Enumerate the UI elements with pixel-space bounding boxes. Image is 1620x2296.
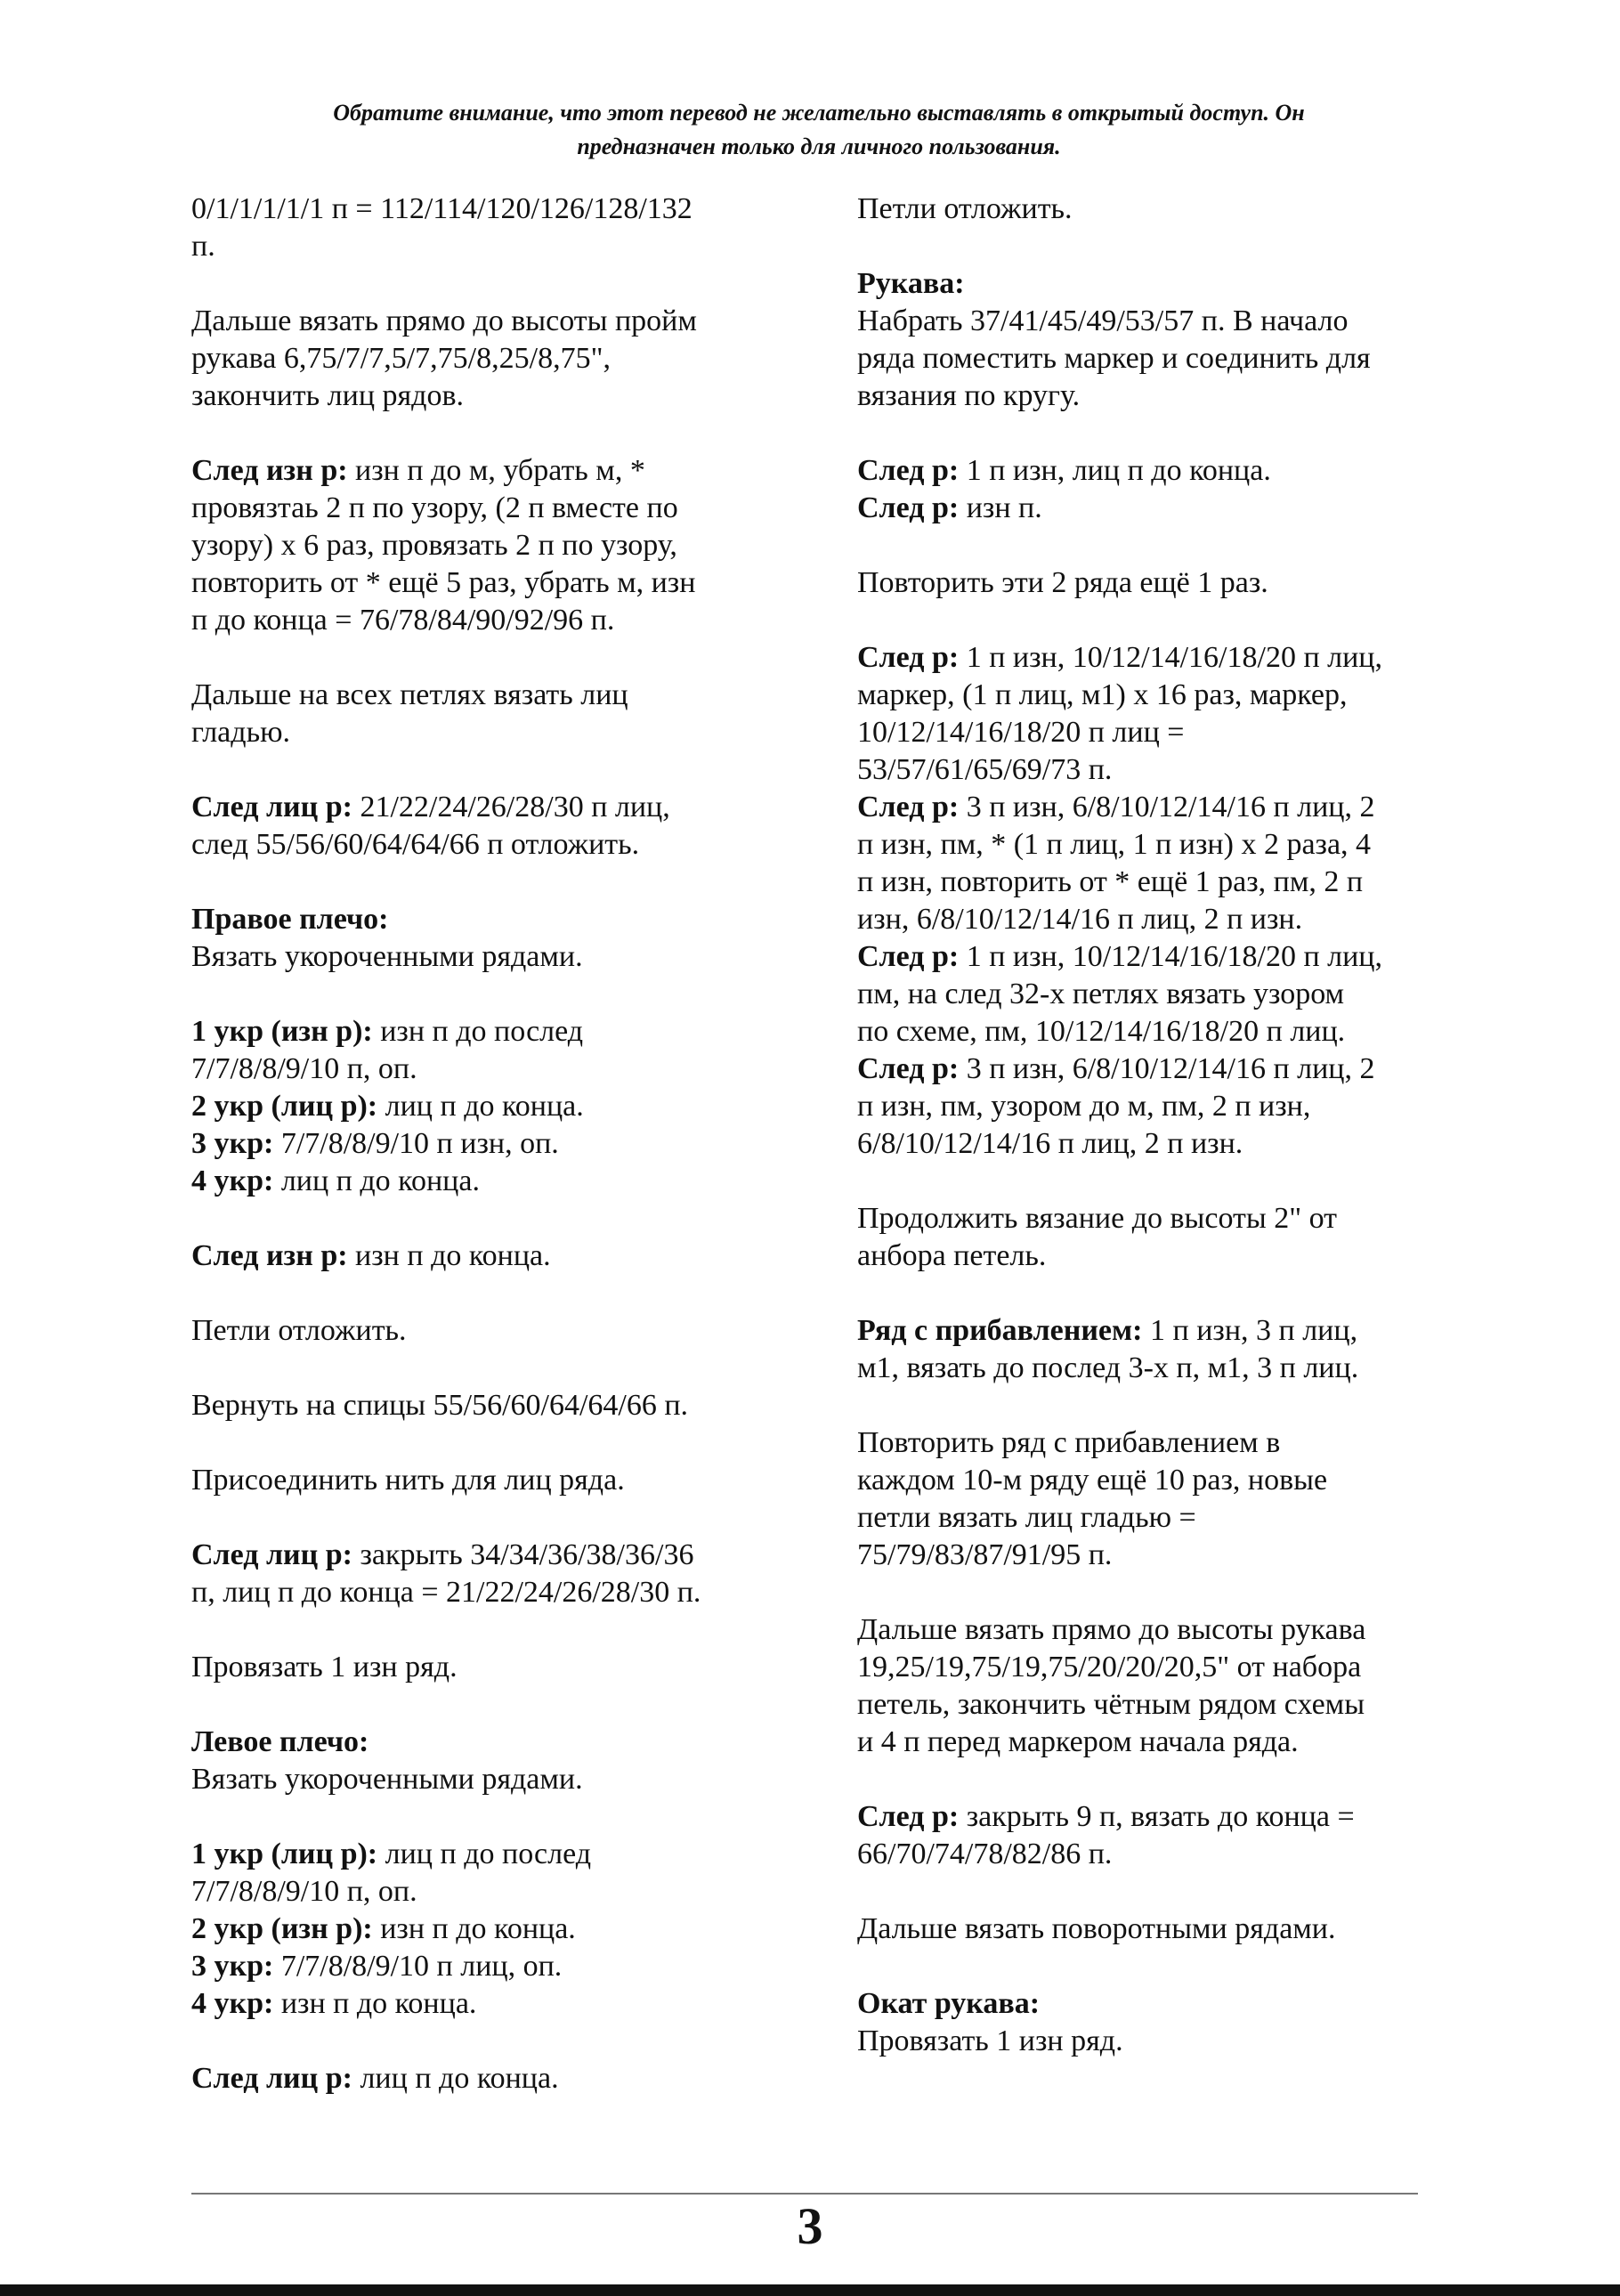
row-text: 7/7/8/8/9/10 п изн, оп.	[273, 1127, 559, 1160]
row-text: 1 п изн, лиц п до конца.	[959, 454, 1271, 487]
row-label: След р:	[857, 1800, 960, 1833]
text-line: Провязать 1 изн ряд.	[857, 2024, 1123, 2057]
text-line	[191, 1163, 761, 1200]
text-line: 7/7/8/8/9/10 п, оп.	[191, 1875, 417, 1908]
text-line	[191, 1836, 761, 1873]
paragraph	[857, 639, 1445, 1163]
text-line: п изн, пм, * (1 п лиц, 1 п изн) х 2 раза, 4	[857, 828, 1372, 861]
paragraph	[857, 191, 1445, 228]
paragraph	[857, 1200, 1445, 1275]
text-line: повторить от * ещё 5 раз, убрать м, изн	[191, 566, 696, 599]
row-text: 3 п изн, 6/8/10/12/14/16 п лиц, 2	[959, 791, 1375, 823]
text-line	[857, 639, 1445, 677]
text-line: анбора петель.	[857, 1239, 1047, 1272]
paragraph	[191, 2060, 761, 2097]
row-text: изн п до конца.	[372, 1912, 576, 1945]
text-line: пм, на след 32-х петлях вязать узором	[857, 978, 1345, 1010]
text-line: маркер, (1 п лиц, м1) х 16 раз, маркер,	[857, 678, 1348, 711]
row-text: изн п до конца.	[273, 1987, 477, 2020]
text-line	[857, 1798, 1445, 1836]
text-line: м1, вязать до послед 3-х п, м1, 3 п лиц.	[857, 1351, 1359, 1384]
text-line	[191, 452, 761, 490]
text-line: петель, закончить чётным рядом схемы	[857, 1688, 1365, 1721]
row-label: 1 укр (изн р):	[191, 1015, 373, 1048]
paragraph	[857, 1911, 1445, 1948]
footer-divider	[191, 2193, 1418, 2195]
text-line: п изн, пм, узором до м, пм, 2 п изн,	[857, 1090, 1311, 1123]
paragraph	[191, 1836, 761, 2023]
text-line: Дальше вязать поворотными рядами.	[857, 1912, 1336, 1945]
text-line: 75/79/83/87/91/95 п.	[857, 1538, 1113, 1571]
row-text: закрыть 9 п, вязать до конца =	[959, 1800, 1355, 1833]
row-text: закрыть 34/34/36/38/36/36	[352, 1538, 694, 1571]
text-line: Петли отложить.	[857, 192, 1073, 225]
text-line: Повторить ряд с прибавлением в	[857, 1426, 1281, 1459]
paragraph	[191, 1013, 761, 1200]
row-text: изн п.	[959, 491, 1042, 524]
header-line-2: предназначен только для личного пользования.	[577, 134, 1061, 159]
text-line	[191, 1948, 761, 1985]
paragraph	[191, 1724, 761, 1798]
row-text: 7/7/8/8/9/10 п лиц, оп.	[273, 1950, 563, 1983]
row-label: 4 укр:	[191, 1164, 274, 1197]
row-label: След р:	[857, 491, 960, 524]
text-line: Вернуть на спицы 55/56/60/64/64/66 п.	[191, 1389, 689, 1422]
row-text: лиц п до конца.	[377, 1090, 584, 1123]
row-label: След р:	[857, 1052, 960, 1085]
paragraph	[191, 303, 761, 415]
text-line: 7/7/8/8/9/10 п, оп.	[191, 1052, 417, 1085]
row-label: 3 укр:	[191, 1127, 274, 1160]
row-text: 1 п изн, 10/12/14/16/18/20 п лиц,	[959, 641, 1383, 674]
row-label: 4 укр:	[191, 1987, 274, 2020]
text-line: каждом 10-м ряду ещё 10 раз, новые	[857, 1464, 1328, 1497]
row-text: лиц п до конца.	[273, 1164, 480, 1197]
paragraph	[857, 1611, 1445, 1761]
row-label: 3 укр:	[191, 1950, 274, 1983]
text-line: Присоединить нить для лиц ряда.	[191, 1464, 625, 1497]
text-line: 6/8/10/12/14/16 п лиц, 2 п изн.	[857, 1127, 1243, 1160]
section-heading-left-shoulder: Левое плечо:	[191, 1725, 369, 1758]
text-line: Дальше на всех петлях вязать лиц	[191, 678, 628, 711]
row-label: След лиц р:	[191, 2062, 352, 2095]
text-line: изн, 6/8/10/12/14/16 п лиц, 2 п изн.	[857, 903, 1303, 936]
text-line: Петли отложить.	[191, 1314, 407, 1347]
text-line	[857, 938, 1445, 976]
paragraph	[191, 1312, 761, 1350]
text-line: 19,25/19,75/19,75/20/20/20,5" от набора	[857, 1651, 1362, 1683]
section-heading-right-shoulder: Правое плечо:	[191, 903, 389, 936]
paragraph	[191, 789, 761, 864]
row-label: След лиц р:	[191, 791, 352, 823]
row-text: 1 п изн, 10/12/14/16/18/20 п лиц,	[959, 940, 1383, 973]
text-line: 53/57/61/65/69/73 п.	[857, 753, 1113, 786]
text-line: и 4 п перед маркером начала ряда.	[857, 1725, 1299, 1758]
paragraph	[857, 265, 1445, 415]
text-line: гладью.	[191, 716, 290, 749]
text-line: п, лиц п до конца = 21/22/24/26/28/30 п.	[191, 1576, 701, 1609]
text-line: 66/70/74/78/82/86 п.	[857, 1838, 1113, 1870]
text-line	[191, 789, 761, 826]
row-label: След р:	[857, 940, 960, 973]
row-label: След изн р:	[191, 454, 348, 487]
row-label: Ряд с прибавлением:	[857, 1314, 1143, 1347]
paragraph	[857, 1798, 1445, 1873]
text-line: вязания по кругу.	[857, 379, 1081, 412]
text-line: Вязать укороченными рядами.	[191, 1763, 583, 1796]
left-column	[191, 191, 761, 2097]
paragraph	[191, 901, 761, 976]
paragraph	[191, 1387, 761, 1424]
row-text: 21/22/24/26/28/30 п лиц,	[352, 791, 670, 823]
paragraph	[857, 1424, 1445, 1574]
paragraph	[191, 1462, 761, 1499]
paragraph	[191, 1237, 761, 1275]
row-label: След р:	[857, 641, 960, 674]
text-line: след 55/56/60/64/64/66 п отложить.	[191, 828, 640, 861]
text-line	[857, 789, 1445, 826]
row-label: 1 укр (лиц р):	[191, 1838, 378, 1870]
text-line	[191, 1985, 761, 2023]
row-text: изн п до м, убрать м, *	[347, 454, 645, 487]
paragraph	[191, 1649, 761, 1686]
page-header-notice	[160, 96, 1478, 164]
text-line: провязтаь 2 п по узору, (2 п вместе по	[191, 491, 678, 524]
text-line: п.	[191, 230, 215, 263]
text-line: Вязать укороченными рядами.	[191, 940, 583, 973]
text-line: 0/1/1/1/1/1 п = 112/114/120/126/128/132	[191, 192, 693, 225]
section-heading-sleeves: Рукава:	[857, 267, 965, 300]
text-line: п до конца = 76/78/84/90/92/96 п.	[191, 604, 615, 637]
right-column	[857, 191, 1445, 2060]
text-line	[191, 1237, 761, 1275]
row-text: 3 п изн, 6/8/10/12/14/16 п лиц, 2	[959, 1052, 1375, 1085]
row-text: лиц п до послед	[377, 1838, 592, 1870]
text-line	[191, 1537, 761, 1574]
row-label: След изн р:	[191, 1239, 348, 1272]
row-label: След р:	[857, 454, 960, 487]
row-label: След р:	[857, 791, 960, 823]
text-line: Повторить эти 2 ряда ещё 1 раз.	[857, 566, 1268, 599]
text-line	[857, 452, 1445, 490]
text-line: Продолжить вязание до высоты 2" от	[857, 1202, 1338, 1235]
section-heading-sleeve-cap: Окат рукава:	[857, 1987, 1041, 2020]
row-text: изн п до конца.	[347, 1239, 551, 1272]
text-line: п изн, повторить от * ещё 1 раз, пм, 2 п	[857, 865, 1364, 898]
text-line: Дальше вязать прямо до высоты рукава	[857, 1613, 1366, 1646]
paragraph	[857, 1985, 1445, 2060]
text-line: 10/12/14/16/18/20 п лиц =	[857, 716, 1185, 749]
paragraph	[857, 452, 1445, 527]
row-text: 1 п изн, 3 п лиц,	[1142, 1314, 1358, 1347]
text-line: узору) х 6 раз, провязать 2 п по узору,	[191, 529, 677, 562]
text-line	[857, 490, 1445, 527]
row-label: 2 укр (изн р):	[191, 1912, 373, 1945]
row-label: 2 укр (лиц р):	[191, 1090, 378, 1123]
row-label: След лиц р:	[191, 1538, 352, 1571]
row-text: изн п до послед	[372, 1015, 584, 1048]
page-bottom-edge	[0, 2284, 1620, 2296]
text-line: петли вязать лиц гладью =	[857, 1501, 1196, 1534]
text-line: Дальше вязать прямо до высоты пройм	[191, 304, 697, 337]
paragraph	[191, 677, 761, 751]
page-number: 3	[797, 2197, 823, 2255]
paragraph	[857, 564, 1445, 602]
paragraph	[191, 1537, 761, 1611]
text-line: рукава 6,75/7/7,5/7,75/8,25/8,75",	[191, 342, 611, 375]
text-line	[191, 1088, 761, 1125]
text-line: Провязать 1 изн ряд.	[191, 1651, 458, 1683]
paragraph	[191, 452, 761, 639]
paragraph	[857, 1312, 1445, 1387]
text-line	[191, 1013, 761, 1051]
text-line	[191, 1125, 761, 1163]
header-line-1: Обратите внимание, что этот перевод не желательно выставлять в открытый доступ. Он	[333, 100, 1305, 126]
paragraph	[191, 191, 761, 265]
row-text: лиц п до конца.	[352, 2062, 559, 2095]
text-line: ряда поместить маркер и соединить для	[857, 342, 1371, 375]
text-line	[191, 1911, 761, 1948]
text-line	[191, 2060, 761, 2097]
text-line: Набрать 37/41/45/49/53/57 п. В начало	[857, 304, 1349, 337]
text-line: закончить лиц рядов.	[191, 379, 465, 412]
text-line	[857, 1051, 1445, 1088]
text-line: по схеме, пм, 10/12/14/16/18/20 п лиц.	[857, 1015, 1346, 1048]
text-line	[857, 1312, 1445, 1350]
